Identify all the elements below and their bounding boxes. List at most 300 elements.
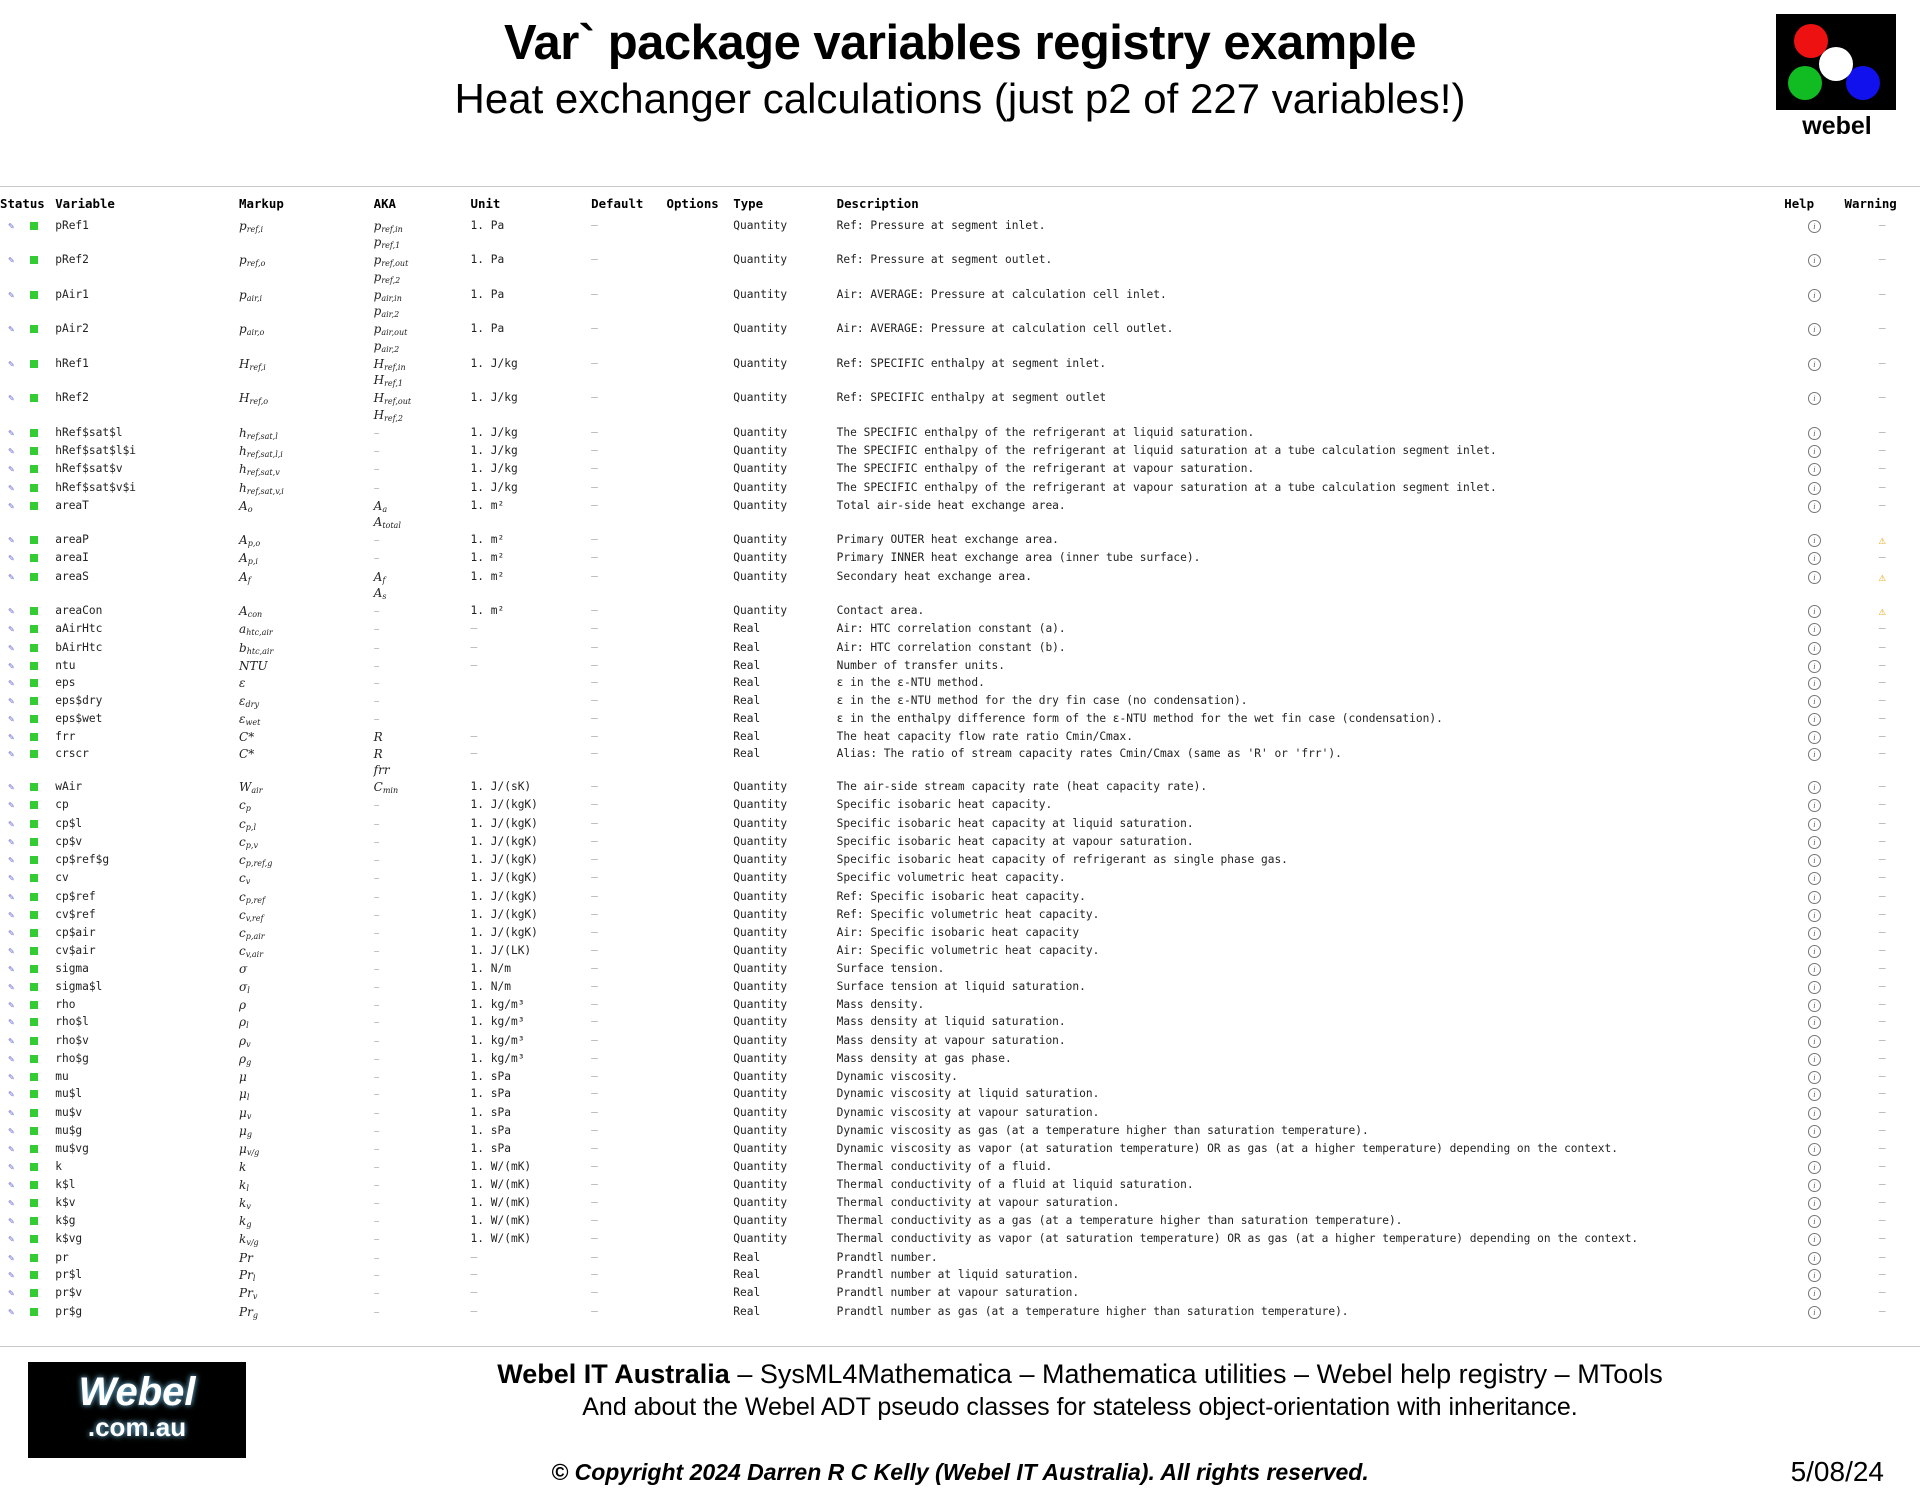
- row-edit-icon[interactable]: ✎: [8, 1125, 15, 1137]
- row-edit-icon[interactable]: ✎: [8, 571, 15, 583]
- row-edit-icon[interactable]: ✎: [8, 678, 15, 690]
- row-edit-icon[interactable]: ✎: [8, 855, 15, 867]
- row-edit-icon[interactable]: ✎: [8, 358, 15, 370]
- cell-variable: rho$g: [55, 1051, 89, 1065]
- table-row[interactable]: [0, 693, 1920, 711]
- row-edit-icon[interactable]: ✎: [8, 464, 15, 476]
- table-row[interactable]: [0, 925, 1920, 943]
- help-icon[interactable]: i: [1784, 621, 1844, 639]
- cell-unit: 1. m²: [470, 569, 505, 583]
- table-row[interactable]: [0, 658, 1920, 675]
- table-row[interactable]: [0, 1177, 1920, 1195]
- cell-type: Quantity: [733, 1051, 788, 1065]
- help-icon[interactable]: i: [1784, 1033, 1844, 1051]
- cell-options: [667, 961, 734, 978]
- status-badge: [23, 1069, 46, 1086]
- table-row[interactable]: [0, 1159, 1920, 1176]
- warning-none: –: [1878, 287, 1886, 301]
- row-edit-icon[interactable]: ✎: [8, 981, 15, 993]
- table-row[interactable]: [0, 907, 1920, 925]
- row-edit-icon[interactable]: ✎: [8, 1288, 15, 1300]
- table-row[interactable]: [0, 356, 1920, 390]
- webel-logo-mark: [1776, 14, 1896, 110]
- column-header-type: Type: [733, 196, 764, 211]
- table-row[interactable]: [0, 1304, 1920, 1322]
- cell-description: The SPECIFIC enthalpy of the refrigerant at vapour saturation.: [836, 462, 1255, 476]
- help-icon[interactable]: i: [1784, 834, 1844, 852]
- cell-unit: –: [470, 747, 478, 761]
- cell-variable: k$g: [55, 1214, 76, 1228]
- table-row[interactable]: [0, 1231, 1920, 1249]
- row-edit-icon[interactable]: ✎: [8, 500, 15, 512]
- cell-description: Surface tension at liquid saturation.: [836, 979, 1086, 993]
- row-edit-icon[interactable]: ✎: [8, 446, 15, 458]
- help-icon[interactable]: i: [1784, 640, 1844, 658]
- table-row[interactable]: [0, 979, 1920, 997]
- help-icon[interactable]: i: [1784, 252, 1844, 286]
- cell-options: [667, 480, 734, 498]
- help-icon[interactable]: i: [1784, 1250, 1844, 1267]
- table-row[interactable]: [0, 816, 1920, 834]
- table-row[interactable]: [0, 425, 1920, 443]
- cell-options: [667, 711, 734, 729]
- row-edit-icon[interactable]: ✎: [8, 553, 15, 565]
- help-icon[interactable]: i: [1784, 711, 1844, 729]
- cell-aka: –: [373, 979, 380, 994]
- help-icon[interactable]: i: [1784, 1123, 1844, 1141]
- help-icon[interactable]: i: [1784, 1213, 1844, 1231]
- help-icon[interactable]: i: [1784, 870, 1844, 888]
- table-row[interactable]: [0, 287, 1920, 321]
- cell-unit: 1. J/kg: [470, 391, 518, 405]
- cell-aka: –: [373, 480, 380, 495]
- help-icon[interactable]: i: [1784, 480, 1844, 498]
- warning-none: –: [1878, 1087, 1886, 1101]
- status-badge: [23, 640, 46, 658]
- cell-unit: 1. Pa: [470, 322, 505, 336]
- row-edit-icon[interactable]: ✎: [8, 1053, 15, 1065]
- cell-options: [667, 390, 734, 424]
- help-icon[interactable]: i: [1784, 779, 1844, 797]
- status-badge: [23, 1033, 46, 1051]
- cell-warning: [1845, 1105, 1920, 1123]
- cell-warning: [1845, 287, 1920, 321]
- help-icon[interactable]: i: [1784, 889, 1844, 907]
- help-icon[interactable]: i: [1784, 390, 1844, 424]
- row-edit-icon[interactable]: ✎: [8, 1144, 15, 1156]
- row-edit-icon[interactable]: ✎: [8, 749, 15, 761]
- help-icon[interactable]: i: [1784, 550, 1844, 568]
- webel-logo: [1776, 14, 1898, 141]
- cell-unit: [471, 675, 592, 692]
- cell-aka: –: [373, 998, 380, 1013]
- row-edit-icon[interactable]: ✎: [8, 1162, 15, 1174]
- cell-default: –: [591, 979, 598, 993]
- warning-none: –: [1878, 1177, 1886, 1191]
- table-row[interactable]: [0, 498, 1920, 532]
- row-edit-icon[interactable]: ✎: [8, 1216, 15, 1228]
- status-badge: [23, 1159, 46, 1176]
- cell-type: Quantity: [733, 1177, 788, 1191]
- row-edit-icon[interactable]: ✎: [8, 606, 15, 618]
- cell-options: [667, 907, 734, 925]
- cell-variable: pr: [55, 1250, 69, 1264]
- cell-type: Quantity: [733, 1160, 788, 1174]
- cell-aka: –: [373, 1250, 380, 1265]
- row-edit-icon[interactable]: ✎: [8, 873, 15, 885]
- cell-warning: [1845, 979, 1920, 997]
- table-row[interactable]: [0, 889, 1920, 907]
- cell-aka: –: [373, 1160, 380, 1175]
- row-edit-icon[interactable]: ✎: [8, 427, 15, 439]
- help-icon[interactable]: i: [1784, 961, 1844, 978]
- status-badge: [23, 550, 46, 568]
- page-title: Var` package variables registry example: [503, 16, 1417, 70]
- help-icon[interactable]: i: [1784, 603, 1844, 621]
- cell-warning: [1845, 816, 1920, 834]
- cell-markup: $H_{ref,o}$: [239, 391, 269, 407]
- table-row[interactable]: [0, 729, 1920, 746]
- row-edit-icon[interactable]: ✎: [8, 660, 15, 672]
- cell-type: Quantity: [733, 1123, 788, 1137]
- table-row[interactable]: [0, 675, 1920, 692]
- table-row[interactable]: [0, 1051, 1920, 1069]
- status-badge: [23, 675, 46, 692]
- cell-type: Quantity: [733, 979, 788, 993]
- header-divider: [0, 186, 1920, 187]
- table-row[interactable]: [0, 252, 1920, 286]
- cell-warning: [1845, 658, 1920, 675]
- status-badge: [23, 569, 46, 603]
- warning-icon[interactable]: ⚠: [1878, 533, 1886, 548]
- row-edit-icon[interactable]: ✎: [8, 1000, 15, 1012]
- help-icon[interactable]: i: [1784, 1051, 1844, 1069]
- cell-aka: $C_{min}$: [373, 780, 399, 796]
- cell-aka: –: [373, 425, 380, 440]
- cell-options: [667, 1105, 734, 1123]
- slide-header: [0, 0, 1920, 124]
- row-edit-icon[interactable]: ✎: [8, 1179, 15, 1191]
- table-row[interactable]: [0, 1014, 1920, 1032]
- row-edit-icon[interactable]: ✎: [8, 964, 15, 976]
- help-icon[interactable]: i: [1784, 1304, 1844, 1322]
- status-badge: [23, 658, 46, 675]
- status-badge: [23, 746, 46, 779]
- help-icon[interactable]: i: [1784, 729, 1844, 746]
- cell-markup: $h_{ref,sat,l}$: [239, 425, 278, 441]
- warning-none: –: [1878, 322, 1886, 336]
- row-edit-icon[interactable]: ✎: [8, 818, 15, 830]
- cell-options: [667, 425, 734, 443]
- cell-markup: $c_{p,v}$: [239, 834, 258, 850]
- row-edit-icon[interactable]: ✎: [8, 836, 15, 848]
- table-row[interactable]: [0, 1285, 1920, 1303]
- cell-options: [667, 252, 734, 286]
- cell-unit: 1. N/m: [470, 979, 511, 993]
- help-icon[interactable]: i: [1784, 675, 1844, 692]
- table-row[interactable]: [0, 852, 1920, 870]
- row-edit-icon[interactable]: ✎: [8, 732, 15, 744]
- cell-aka: –: [373, 711, 380, 726]
- row-edit-icon[interactable]: ✎: [8, 1017, 15, 1029]
- row-edit-icon[interactable]: ✎: [8, 1270, 15, 1282]
- help-icon[interactable]: i: [1784, 443, 1844, 461]
- cell-aka: –: [373, 604, 380, 619]
- cell-default: –: [591, 658, 598, 672]
- table-row[interactable]: [0, 746, 1920, 779]
- table-row[interactable]: [0, 1213, 1920, 1231]
- cell-description: The SPECIFIC enthalpy of the refrigerant at liquid saturation at a tube calculation segment inlet.: [836, 444, 1497, 458]
- row-edit-icon[interactable]: ✎: [8, 255, 15, 267]
- row-edit-icon[interactable]: ✎: [8, 1107, 15, 1119]
- table-row[interactable]: [0, 532, 1920, 550]
- table-row[interactable]: [0, 603, 1920, 621]
- row-edit-icon[interactable]: ✎: [8, 1072, 15, 1084]
- cell-warning: [1845, 480, 1920, 498]
- help-icon[interactable]: i: [1784, 425, 1844, 443]
- table-row[interactable]: [0, 870, 1920, 888]
- cell-warning: [1845, 356, 1920, 390]
- cell-aka: –: [373, 816, 380, 831]
- cell-type: Quantity: [733, 444, 788, 458]
- help-icon[interactable]: i: [1784, 979, 1844, 997]
- warning-none: –: [1878, 1051, 1886, 1065]
- cell-aka: –: [373, 1304, 380, 1319]
- cell-description: Ref: Pressure at segment outlet.: [836, 253, 1053, 267]
- cell-unit: 1. J/kg: [470, 425, 518, 439]
- help-icon[interactable]: i: [1784, 1014, 1844, 1032]
- cell-options: [667, 779, 734, 797]
- help-icon[interactable]: i: [1784, 569, 1844, 603]
- row-edit-icon[interactable]: ✎: [8, 393, 15, 405]
- cell-aka: –: [373, 853, 380, 868]
- help-icon[interactable]: i: [1784, 797, 1844, 815]
- cell-default: –: [591, 693, 598, 707]
- cell-description: Specific isobaric heat capacity.: [836, 798, 1053, 812]
- cell-aka: –: [373, 1070, 380, 1085]
- row-edit-icon[interactable]: ✎: [8, 482, 15, 494]
- help-icon[interactable]: i: [1784, 1105, 1844, 1123]
- cell-type: Quantity: [733, 907, 788, 921]
- cell-options: [667, 925, 734, 943]
- table-row[interactable]: [0, 1267, 1920, 1285]
- cell-default: –: [591, 1177, 598, 1191]
- cell-aka: –: [373, 1177, 380, 1192]
- table-row[interactable]: [0, 1105, 1920, 1123]
- cell-options: [667, 658, 734, 675]
- cell-default: –: [591, 816, 598, 830]
- cell-variable: k$l: [55, 1177, 76, 1191]
- cell-description: Secondary heat exchange area.: [836, 569, 1032, 583]
- warning-none: –: [1878, 1196, 1886, 1210]
- table-row[interactable]: [0, 480, 1920, 498]
- cell-markup: $A_{p,o}$: [239, 533, 261, 549]
- cell-aka: –: [373, 834, 380, 849]
- cell-variable: pRef2: [55, 253, 89, 267]
- webel-footer-logo: [28, 1362, 246, 1458]
- table-row[interactable]: [0, 961, 1920, 978]
- row-edit-icon[interactable]: ✎: [8, 891, 15, 903]
- table-row[interactable]: [0, 797, 1920, 815]
- cell-variable: mu$g: [55, 1123, 83, 1137]
- row-edit-icon[interactable]: ✎: [8, 1089, 15, 1101]
- cell-aka: –: [373, 658, 380, 673]
- cell-default: –: [591, 1304, 598, 1318]
- cell-options: [667, 461, 734, 479]
- help-icon[interactable]: i: [1784, 658, 1844, 675]
- table-row[interactable]: [0, 779, 1920, 797]
- cell-type: Quantity: [733, 926, 788, 939]
- row-edit-icon[interactable]: ✎: [8, 800, 15, 812]
- cell-markup: μ: [239, 1070, 247, 1085]
- row-edit-icon[interactable]: ✎: [8, 624, 15, 636]
- table-row[interactable]: [0, 218, 1920, 252]
- table-row[interactable]: [0, 1069, 1920, 1086]
- table-row[interactable]: [0, 834, 1920, 852]
- table-row[interactable]: [0, 711, 1920, 729]
- row-edit-icon[interactable]: ✎: [8, 535, 15, 547]
- cell-unit: [471, 693, 592, 711]
- cell-default: –: [591, 356, 598, 370]
- row-edit-icon[interactable]: ✎: [8, 221, 15, 232]
- warning-none: –: [1878, 962, 1886, 976]
- help-icon[interactable]: i: [1784, 693, 1844, 711]
- table-row[interactable]: [0, 640, 1920, 658]
- row-edit-icon[interactable]: ✎: [8, 1234, 15, 1246]
- help-icon[interactable]: i: [1784, 1231, 1844, 1249]
- cell-markup: $k_g$: [239, 1214, 252, 1230]
- help-icon[interactable]: i: [1784, 907, 1844, 925]
- cell-default: –: [591, 1070, 598, 1084]
- table-row[interactable]: [0, 997, 1920, 1014]
- table-row[interactable]: [0, 621, 1920, 639]
- row-edit-icon[interactable]: ✎: [8, 695, 15, 707]
- cell-warning: [1845, 640, 1920, 658]
- warning-none: –: [1878, 551, 1886, 565]
- cell-unit: 1. m²: [470, 533, 505, 547]
- table-row[interactable]: [0, 390, 1920, 424]
- cell-variable: sigma$l: [55, 979, 103, 993]
- table-row[interactable]: [0, 1123, 1920, 1141]
- help-icon[interactable]: i: [1784, 1267, 1844, 1285]
- warning-none: –: [1878, 926, 1886, 939]
- table-row[interactable]: [0, 1195, 1920, 1213]
- row-edit-icon[interactable]: ✎: [8, 713, 15, 725]
- cell-default: –: [591, 1123, 598, 1137]
- help-icon[interactable]: i: [1784, 852, 1844, 870]
- cell-unit: 1. sPa: [470, 1142, 511, 1156]
- cell-type: Quantity: [733, 322, 788, 336]
- row-edit-icon[interactable]: ✎: [8, 1306, 15, 1318]
- cell-unit: 1. Pa: [470, 253, 505, 267]
- help-icon[interactable]: i: [1784, 1177, 1844, 1195]
- cell-markup: $A_{p,i}$: [239, 551, 258, 567]
- cell-type: Quantity: [733, 871, 788, 885]
- table-row[interactable]: [0, 943, 1920, 961]
- help-icon[interactable]: i: [1784, 1141, 1844, 1159]
- warning-icon[interactable]: ⚠: [1878, 569, 1886, 584]
- cell-variable: k: [55, 1160, 62, 1174]
- table-row[interactable]: [0, 550, 1920, 568]
- cell-markup: $h_{ref,sat,l,i}$: [239, 444, 283, 460]
- row-edit-icon[interactable]: ✎: [8, 642, 15, 654]
- cell-aka: –: [373, 640, 380, 655]
- cell-variable: areaT: [55, 498, 89, 512]
- help-icon[interactable]: i: [1784, 997, 1844, 1014]
- help-icon[interactable]: i: [1784, 498, 1844, 532]
- cell-default: –: [591, 730, 598, 744]
- status-badge: [23, 390, 46, 424]
- table-row[interactable]: [0, 1086, 1920, 1104]
- help-icon[interactable]: i: [1784, 816, 1844, 834]
- cell-aka: –: [373, 1286, 380, 1301]
- footer-text: [280, 1358, 1880, 1423]
- help-icon[interactable]: i: [1784, 356, 1844, 390]
- help-icon[interactable]: i: [1784, 1086, 1844, 1104]
- help-icon[interactable]: i: [1784, 1285, 1844, 1303]
- row-edit-icon[interactable]: ✎: [8, 1252, 15, 1264]
- warning-icon[interactable]: ⚠: [1878, 604, 1886, 619]
- cell-variable: rho$l: [55, 1015, 89, 1029]
- help-icon[interactable]: i: [1784, 532, 1844, 550]
- table-row[interactable]: [0, 569, 1920, 603]
- row-edit-icon[interactable]: ✎: [8, 289, 15, 301]
- help-icon[interactable]: i: [1784, 218, 1844, 252]
- status-badge: [23, 498, 46, 532]
- table-row[interactable]: [0, 1141, 1920, 1159]
- cell-description: Alias: The ratio of stream capacity rates Cmin/Cmax (same as 'R' or 'frr').: [836, 747, 1342, 761]
- row-edit-icon[interactable]: ✎: [8, 1198, 15, 1210]
- table-row[interactable]: [0, 321, 1920, 355]
- help-icon[interactable]: i: [1784, 321, 1844, 355]
- cell-aka: –: [373, 1268, 380, 1283]
- cell-description: Ref: Specific volumetric heat capacity.: [836, 907, 1100, 921]
- cell-default: –: [591, 391, 598, 405]
- row-edit-icon[interactable]: ✎: [8, 928, 15, 939]
- table-row[interactable]: [0, 1250, 1920, 1267]
- cell-markup: $p_{air,o}$: [239, 322, 265, 338]
- cell-variable: rho$v: [55, 1033, 89, 1047]
- cell-warning: [1845, 1250, 1920, 1267]
- help-icon[interactable]: i: [1784, 925, 1844, 943]
- table-row[interactable]: [0, 443, 1920, 461]
- row-edit-icon[interactable]: ✎: [8, 909, 15, 921]
- warning-none: –: [1878, 1142, 1886, 1156]
- row-edit-icon[interactable]: ✎: [8, 1035, 15, 1047]
- table-row[interactable]: [0, 461, 1920, 479]
- warning-none: –: [1878, 253, 1886, 267]
- row-edit-icon[interactable]: ✎: [8, 946, 15, 958]
- help-icon[interactable]: i: [1784, 1069, 1844, 1086]
- cell-type: Quantity: [733, 391, 788, 405]
- row-edit-icon[interactable]: ✎: [8, 782, 15, 794]
- cell-markup: $a_{htc,air}$: [239, 622, 273, 638]
- help-icon[interactable]: i: [1784, 287, 1844, 321]
- help-icon[interactable]: i: [1784, 1195, 1844, 1213]
- cell-aka: R frr: [373, 747, 390, 777]
- help-icon[interactable]: i: [1784, 943, 1844, 961]
- cell-unit: 1. J/(LK): [470, 944, 532, 958]
- cell-aka: –: [373, 1196, 380, 1211]
- help-icon[interactable]: i: [1784, 461, 1844, 479]
- cell-variable: crscr: [55, 747, 89, 761]
- row-edit-icon[interactable]: ✎: [8, 324, 15, 336]
- table-row[interactable]: [0, 1033, 1920, 1051]
- help-icon[interactable]: i: [1784, 1159, 1844, 1176]
- cell-options: [667, 1285, 734, 1303]
- cell-options: [667, 729, 734, 746]
- help-icon[interactable]: i: [1784, 746, 1844, 779]
